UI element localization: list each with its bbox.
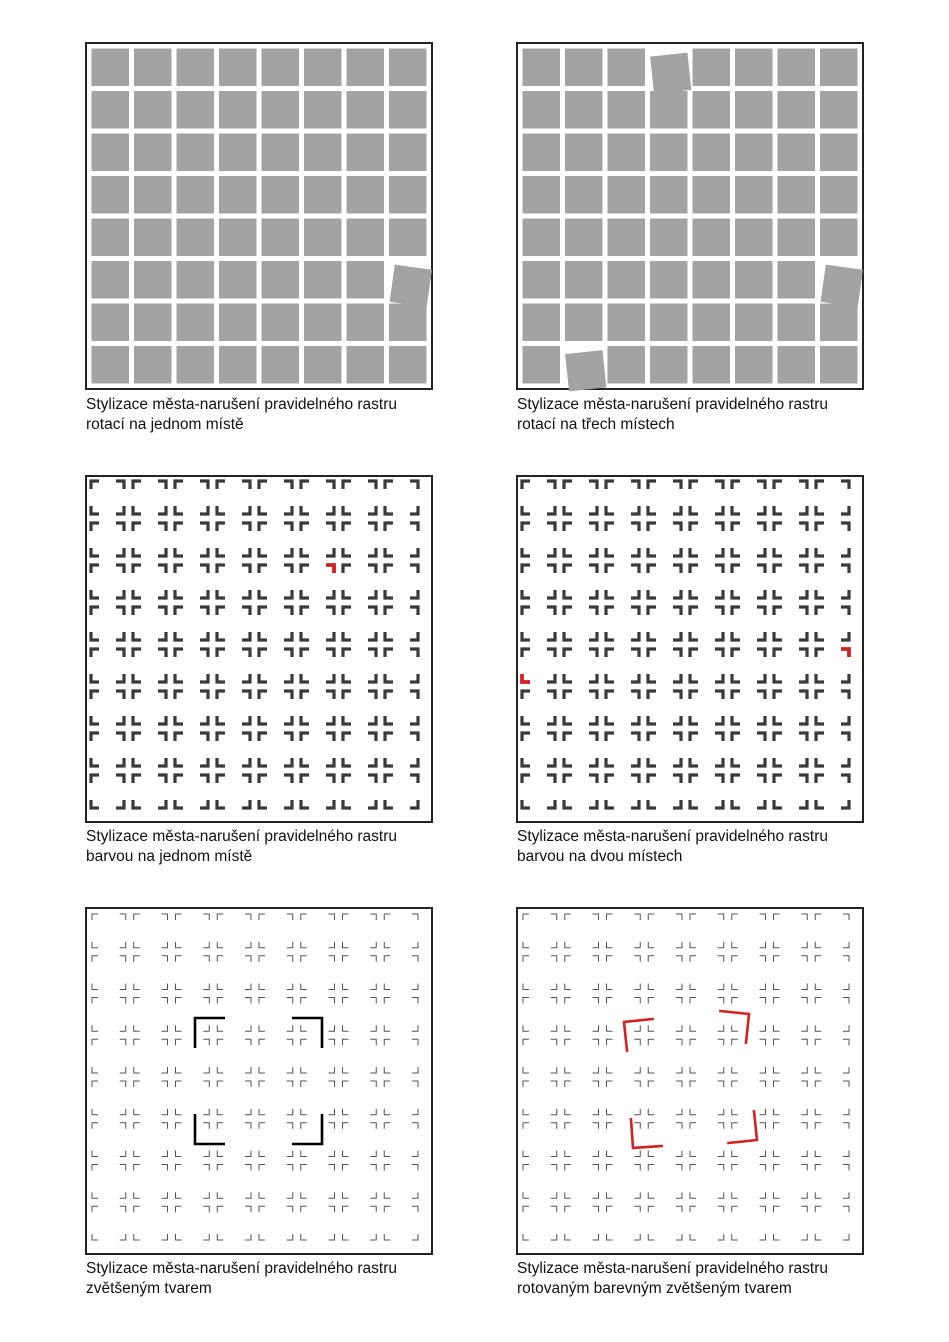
grid-bracket bbox=[676, 1151, 682, 1157]
grid-bracket bbox=[801, 984, 807, 990]
grid-bracket bbox=[634, 1192, 640, 1198]
grid-bracket bbox=[676, 1039, 682, 1045]
grid-bracket bbox=[843, 914, 849, 920]
grid-bracket bbox=[843, 984, 849, 990]
grid-bracket bbox=[690, 1123, 696, 1129]
grid-bracket bbox=[801, 1039, 807, 1045]
grid-bracket bbox=[565, 1192, 571, 1198]
grid-bracket bbox=[551, 1025, 557, 1031]
grid-bracket bbox=[634, 1123, 640, 1129]
grid-bracket bbox=[760, 1109, 766, 1115]
grid-bracket bbox=[690, 1039, 696, 1045]
grid-bracket bbox=[718, 956, 724, 962]
grid-bracket bbox=[801, 1109, 807, 1115]
grid-bracket bbox=[634, 1206, 640, 1212]
grid-bracket bbox=[607, 942, 613, 948]
grid-bracket bbox=[732, 1165, 738, 1171]
grid-bracket bbox=[774, 984, 780, 990]
grid-bracket bbox=[732, 956, 738, 962]
grid-bracket bbox=[760, 956, 766, 962]
grid-bracket bbox=[676, 956, 682, 962]
grid-bracket bbox=[676, 1081, 682, 1087]
grid-bracket bbox=[774, 956, 780, 962]
grid-bracket bbox=[676, 1234, 682, 1240]
grid-bracket bbox=[801, 914, 807, 920]
grid-bracket bbox=[760, 998, 766, 1004]
grid-bracket bbox=[801, 1234, 807, 1240]
grid-bracket bbox=[523, 1151, 529, 1157]
grid-bracket bbox=[843, 1067, 849, 1073]
grid-bracket bbox=[732, 1151, 738, 1157]
grid-bracket bbox=[760, 1192, 766, 1198]
grid-bracket bbox=[815, 1081, 821, 1087]
grid-bracket bbox=[551, 942, 557, 948]
grid-bracket bbox=[815, 1123, 821, 1129]
grid-bracket bbox=[760, 1165, 766, 1171]
grid-bracket bbox=[690, 984, 696, 990]
grid-bracket bbox=[676, 1192, 682, 1198]
grid-bracket bbox=[815, 914, 821, 920]
grid-bracket bbox=[690, 1206, 696, 1212]
grid-bracket bbox=[648, 1123, 654, 1129]
grid-bracket bbox=[565, 914, 571, 920]
grid-bracket bbox=[607, 1206, 613, 1212]
grid-bracket bbox=[607, 1123, 613, 1129]
grid-bracket bbox=[523, 1025, 529, 1031]
grid-bracket bbox=[676, 1165, 682, 1171]
grid-bracket bbox=[774, 1206, 780, 1212]
grid-bracket bbox=[718, 1192, 724, 1198]
grid-bracket bbox=[648, 1234, 654, 1240]
grid-bracket bbox=[760, 942, 766, 948]
grid-bracket bbox=[607, 1109, 613, 1115]
grid-bracket bbox=[774, 1192, 780, 1198]
grid-bracket bbox=[565, 1067, 571, 1073]
grid-bracket bbox=[648, 1192, 654, 1198]
grid-bracket bbox=[774, 1165, 780, 1171]
grid-bracket bbox=[648, 914, 654, 920]
grid-bracket bbox=[593, 1206, 599, 1212]
grid-bracket bbox=[593, 1025, 599, 1031]
grid-bracket bbox=[634, 998, 640, 1004]
grid-bracket bbox=[843, 998, 849, 1004]
grid-bracket bbox=[607, 956, 613, 962]
grid-bracket bbox=[843, 956, 849, 962]
grid-bracket bbox=[718, 914, 724, 920]
grid-bracket bbox=[593, 1123, 599, 1129]
grid-bracket bbox=[676, 1123, 682, 1129]
grid-bracket bbox=[760, 1234, 766, 1240]
grid-bracket bbox=[801, 1206, 807, 1212]
grid-bracket bbox=[676, 1067, 682, 1073]
grid-bracket bbox=[565, 1151, 571, 1157]
grid-bracket bbox=[843, 1151, 849, 1157]
grid-bracket bbox=[815, 956, 821, 962]
grid-bracket bbox=[815, 1234, 821, 1240]
grid-bracket bbox=[565, 1206, 571, 1212]
grid-bracket bbox=[565, 942, 571, 948]
grid-bracket bbox=[523, 914, 529, 920]
grid-bracket bbox=[634, 1039, 640, 1045]
grid-bracket bbox=[732, 1039, 738, 1045]
grid-bracket bbox=[634, 1025, 640, 1031]
grid-bracket bbox=[690, 1234, 696, 1240]
grid-bracket bbox=[607, 1081, 613, 1087]
grid-bracket bbox=[843, 1123, 849, 1129]
grid-bracket bbox=[718, 1151, 724, 1157]
grid-bracket bbox=[648, 1165, 654, 1171]
grid-bracket bbox=[551, 1039, 557, 1045]
grid-bracket bbox=[760, 1123, 766, 1129]
grid-bracket bbox=[523, 1067, 529, 1073]
grid-bracket bbox=[634, 984, 640, 990]
grid-bracket bbox=[551, 1067, 557, 1073]
grid-bracket bbox=[523, 1123, 529, 1129]
grid-bracket bbox=[815, 1025, 821, 1031]
grid-bracket bbox=[815, 942, 821, 948]
grid-bracket bbox=[634, 956, 640, 962]
grid-bracket bbox=[815, 1067, 821, 1073]
enlarged-bracket bbox=[631, 1116, 663, 1148]
grid-bracket bbox=[565, 998, 571, 1004]
grid-bracket bbox=[634, 1067, 640, 1073]
grid-bracket bbox=[801, 998, 807, 1004]
grid-bracket bbox=[843, 1081, 849, 1087]
grid-bracket bbox=[593, 1151, 599, 1157]
grid-bracket bbox=[676, 984, 682, 990]
grid-bracket bbox=[801, 1192, 807, 1198]
grid-bracket bbox=[565, 1123, 571, 1129]
grid-bracket bbox=[607, 1192, 613, 1198]
enlarged-bracket bbox=[624, 1019, 657, 1052]
grid-bracket bbox=[732, 984, 738, 990]
grid-bracket bbox=[523, 998, 529, 1004]
grid-bracket bbox=[690, 914, 696, 920]
caption-line-2: rotací na třech místech bbox=[517, 416, 675, 433]
grid-bracket bbox=[565, 1025, 571, 1031]
grid-bracket bbox=[648, 942, 654, 948]
grid-bracket bbox=[801, 1025, 807, 1031]
grid-bracket bbox=[648, 1067, 654, 1073]
grid-bracket bbox=[523, 1081, 529, 1087]
grid-bracket bbox=[551, 1165, 557, 1171]
grid-bracket bbox=[732, 914, 738, 920]
grid-bracket bbox=[634, 1151, 640, 1157]
grid-bracket bbox=[523, 956, 529, 962]
grid-bracket bbox=[760, 914, 766, 920]
grid-bracket bbox=[551, 984, 557, 990]
grid-bracket bbox=[843, 1165, 849, 1171]
caption-line-1: Stylizace města-narušení pravidelného rastru bbox=[517, 1260, 829, 1277]
caption-line-1: Stylizace města-narušení pravidelného rastru bbox=[86, 396, 398, 413]
grid-bracket bbox=[690, 942, 696, 948]
grid-bracket bbox=[634, 942, 640, 948]
caption-enlarged-shape bbox=[86, 1259, 397, 1299]
grid-bracket bbox=[690, 1025, 696, 1031]
grid-bracket bbox=[593, 1192, 599, 1198]
grid-bracket bbox=[815, 1151, 821, 1157]
grid-bracket bbox=[774, 1151, 780, 1157]
grid-bracket bbox=[801, 942, 807, 948]
grid-bracket bbox=[732, 1206, 738, 1212]
grid-bracket bbox=[648, 1081, 654, 1087]
grid-bracket bbox=[607, 984, 613, 990]
grid-bracket bbox=[718, 1025, 724, 1031]
enlarged-bracket bbox=[724, 1110, 757, 1143]
grid-bracket bbox=[565, 1165, 571, 1171]
grid-bracket bbox=[648, 1109, 654, 1115]
grid-bracket bbox=[760, 1039, 766, 1045]
grid-bracket bbox=[843, 1025, 849, 1031]
grid-bracket bbox=[593, 956, 599, 962]
caption-line-2: barvou na jednom místě bbox=[86, 848, 253, 865]
grid-bracket bbox=[774, 998, 780, 1004]
grid-bracket bbox=[718, 1234, 724, 1240]
grid-bracket bbox=[551, 1206, 557, 1212]
grid-bracket bbox=[551, 914, 557, 920]
grid-bracket bbox=[774, 1081, 780, 1087]
grid-bracket bbox=[523, 1039, 529, 1045]
grid-bracket bbox=[634, 1165, 640, 1171]
grid-bracket bbox=[607, 914, 613, 920]
grid-bracket bbox=[815, 998, 821, 1004]
grid-bracket bbox=[774, 1109, 780, 1115]
grid-bracket bbox=[718, 1123, 724, 1129]
grid-bracket bbox=[634, 1234, 640, 1240]
grid-bracket bbox=[607, 998, 613, 1004]
grid-bracket bbox=[523, 1234, 529, 1240]
grid-bracket bbox=[801, 956, 807, 962]
grid-bracket bbox=[718, 1081, 724, 1087]
grid-bracket bbox=[523, 984, 529, 990]
grid-bracket bbox=[593, 1039, 599, 1045]
grid-bracket bbox=[760, 1067, 766, 1073]
grid-bracket bbox=[718, 1039, 724, 1045]
grid-bracket bbox=[565, 956, 571, 962]
grid-bracket bbox=[676, 1025, 682, 1031]
grid-bracket bbox=[593, 1109, 599, 1115]
grid-bracket bbox=[774, 1067, 780, 1073]
grid-bracket bbox=[523, 942, 529, 948]
grid-bracket bbox=[760, 1025, 766, 1031]
grid-bracket bbox=[676, 942, 682, 948]
grid-bracket bbox=[690, 1081, 696, 1087]
grid-bracket bbox=[690, 956, 696, 962]
grid-bracket bbox=[843, 1039, 849, 1045]
grid-bracket bbox=[690, 998, 696, 1004]
grid-bracket bbox=[774, 914, 780, 920]
grid-bracket bbox=[732, 1109, 738, 1115]
grid-bracket bbox=[815, 1206, 821, 1212]
grid-bracket bbox=[551, 1123, 557, 1129]
grid-bracket bbox=[648, 956, 654, 962]
grid-bracket bbox=[593, 998, 599, 1004]
caption-rotated-colored-enlarged bbox=[517, 1259, 828, 1299]
grid-bracket bbox=[801, 1165, 807, 1171]
grid-bracket bbox=[565, 1234, 571, 1240]
grid-bracket bbox=[718, 1067, 724, 1073]
grid-bracket bbox=[815, 1192, 821, 1198]
grid-bracket bbox=[774, 1234, 780, 1240]
grid-bracket bbox=[843, 1109, 849, 1115]
grid-bracket bbox=[607, 1039, 613, 1045]
grid-bracket bbox=[801, 1123, 807, 1129]
grid-bracket bbox=[774, 1025, 780, 1031]
caption-line-1: Stylizace města-narušení pravidelného rastru bbox=[86, 1260, 398, 1277]
grid-bracket bbox=[815, 1165, 821, 1171]
grid-bracket bbox=[676, 998, 682, 1004]
grid-bracket bbox=[718, 984, 724, 990]
grid-bracket bbox=[843, 942, 849, 948]
grid-bracket bbox=[732, 1234, 738, 1240]
grid-bracket bbox=[551, 998, 557, 1004]
grid-bracket bbox=[760, 1206, 766, 1212]
grid-bracket bbox=[690, 1165, 696, 1171]
grid-bracket bbox=[801, 1081, 807, 1087]
grid-bracket bbox=[551, 1151, 557, 1157]
grid-bracket bbox=[523, 1109, 529, 1115]
grid-bracket bbox=[648, 984, 654, 990]
grid-bracket bbox=[648, 1151, 654, 1157]
grid-bracket bbox=[607, 1234, 613, 1240]
grid-bracket bbox=[593, 1067, 599, 1073]
caption-line-1: Stylizace města-narušení pravidelného rastru bbox=[517, 396, 829, 413]
grid-bracket bbox=[648, 998, 654, 1004]
grid-bracket bbox=[593, 1234, 599, 1240]
grid-bracket bbox=[607, 1067, 613, 1073]
grid-bracket bbox=[815, 984, 821, 990]
grid-bracket bbox=[718, 1109, 724, 1115]
grid-bracket bbox=[593, 1081, 599, 1087]
grid-bracket bbox=[648, 1206, 654, 1212]
grid-bracket bbox=[565, 1109, 571, 1115]
grid-bracket bbox=[732, 942, 738, 948]
grid-bracket bbox=[551, 1192, 557, 1198]
grid-bracket bbox=[607, 1151, 613, 1157]
grid-bracket bbox=[718, 998, 724, 1004]
grid-bracket bbox=[732, 1192, 738, 1198]
grid-bracket bbox=[676, 1109, 682, 1115]
grid-bracket bbox=[843, 1234, 849, 1240]
grid-bracket bbox=[774, 1039, 780, 1045]
grid-bracket bbox=[593, 1165, 599, 1171]
grid-bracket bbox=[634, 1081, 640, 1087]
grid-bracket bbox=[676, 914, 682, 920]
grid-bracket bbox=[815, 1039, 821, 1045]
grid-bracket bbox=[732, 1025, 738, 1031]
grid-bracket bbox=[565, 1039, 571, 1045]
grid-bracket bbox=[732, 998, 738, 1004]
grid-bracket bbox=[801, 1151, 807, 1157]
grid-bracket bbox=[718, 1206, 724, 1212]
grid-bracket bbox=[690, 1151, 696, 1157]
grid-bracket bbox=[760, 1151, 766, 1157]
grid-bracket bbox=[634, 914, 640, 920]
grid-bracket bbox=[634, 1109, 640, 1115]
grid-bracket bbox=[732, 1123, 738, 1129]
grid-bracket bbox=[760, 984, 766, 990]
grid-bracket bbox=[593, 942, 599, 948]
grid-bracket bbox=[690, 1192, 696, 1198]
grid-bracket bbox=[760, 1081, 766, 1087]
grid-bracket bbox=[523, 1165, 529, 1171]
grid-bracket bbox=[774, 942, 780, 948]
grid-bracket bbox=[690, 1067, 696, 1073]
grid-bracket bbox=[843, 1192, 849, 1198]
grid-bracket bbox=[523, 1206, 529, 1212]
caption-line-2: zvětšeným tvarem bbox=[86, 1280, 212, 1297]
grid-bracket bbox=[565, 1081, 571, 1087]
grid-bracket bbox=[732, 1067, 738, 1073]
grid-bracket bbox=[565, 984, 571, 990]
grid-bracket bbox=[801, 1067, 807, 1073]
grid-bracket bbox=[843, 1206, 849, 1212]
grid-bracket bbox=[551, 1234, 557, 1240]
grid-bracket bbox=[774, 1123, 780, 1129]
caption-line-2: barvou na dvou místech bbox=[517, 848, 683, 865]
grid-bracket bbox=[551, 1081, 557, 1087]
grid-bracket bbox=[523, 1192, 529, 1198]
grid-bracket bbox=[551, 1109, 557, 1115]
grid-bracket bbox=[607, 1025, 613, 1031]
caption-line-2: rotovaným barevným zvětšeným tvarem bbox=[517, 1280, 792, 1297]
grid-bracket bbox=[732, 1081, 738, 1087]
caption-line-1: Stylizace města-narušení pravidelného rastru bbox=[517, 828, 829, 845]
caption-line-2: rotací na jednom místě bbox=[86, 416, 244, 433]
grid-bracket bbox=[648, 1039, 654, 1045]
grid-bracket bbox=[718, 1165, 724, 1171]
grid-bracket bbox=[815, 1109, 821, 1115]
grid-bracket bbox=[593, 914, 599, 920]
grid-bracket bbox=[648, 1025, 654, 1031]
grid-bracket bbox=[607, 1165, 613, 1171]
grid-bracket bbox=[690, 1109, 696, 1115]
grid-bracket bbox=[593, 984, 599, 990]
grid-bracket bbox=[676, 1206, 682, 1212]
grid-bracket bbox=[551, 956, 557, 962]
caption-line-1: Stylizace města-narušení pravidelného rastru bbox=[86, 828, 398, 845]
grid-bracket bbox=[718, 942, 724, 948]
